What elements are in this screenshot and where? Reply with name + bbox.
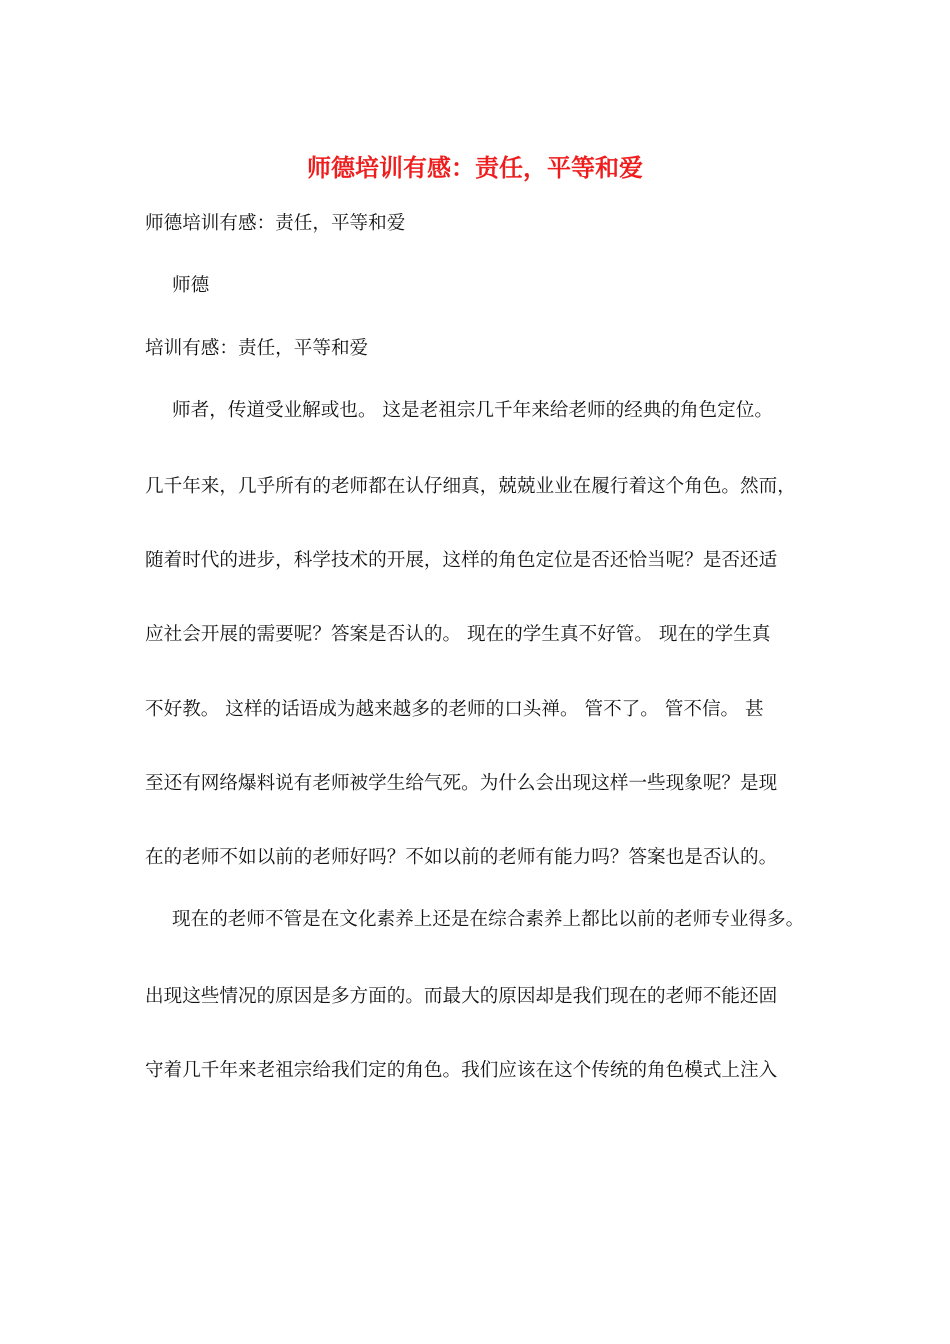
paragraph-line: 师德 <box>172 275 210 296</box>
paragraph-line: 至还有网络爆料说有老师被学生给气死。为什么会出现这样一些现象呢？是现 <box>145 773 778 794</box>
paragraph-line: 师者，传道受业解或也。 这是老祖宗几千年来给老师的经典的角色定位。 <box>172 400 773 421</box>
paragraph-line: 现在的老师不管是在文化素养上还是在综合素养上都比以前的老师专业得多。 <box>172 909 805 930</box>
paragraph-line: 几千年来，几乎所有的老师都在认仔细真，兢兢业业在履行着这个角色。然而， <box>145 476 796 497</box>
subtitle-line: 师德培训有感：责任，平等和爱 <box>145 213 406 234</box>
paragraph-line: 培训有感：责任，平等和爱 <box>145 338 369 359</box>
paragraph-line: 不好教。 这样的话语成为越来越多的老师的口头禅。 管不了。 管不信。 甚 <box>145 699 764 720</box>
paragraph-line: 在的老师不如以前的老师好吗？不如以前的老师有能力吗？答案也是否认的。 <box>145 847 778 868</box>
paragraph-line: 守着几千年来老祖宗给我们定的角色。我们应该在这个传统的角色模式上注入 <box>145 1060 778 1081</box>
document-title: 师德培训有感：责任，平等和爱 <box>307 153 643 182</box>
paragraph-line: 出现这些情况的原因是多方面的。而最大的原因却是我们现在的老师不能还固 <box>145 986 778 1007</box>
paragraph-line: 应社会开展的需要呢？答案是否认的。 现在的学生真不好管。 现在的学生真 <box>145 624 771 645</box>
paragraph-line: 随着时代的进步，科学技术的开展，这样的角色定位是否还恰当呢？是否还适 <box>145 550 778 571</box>
